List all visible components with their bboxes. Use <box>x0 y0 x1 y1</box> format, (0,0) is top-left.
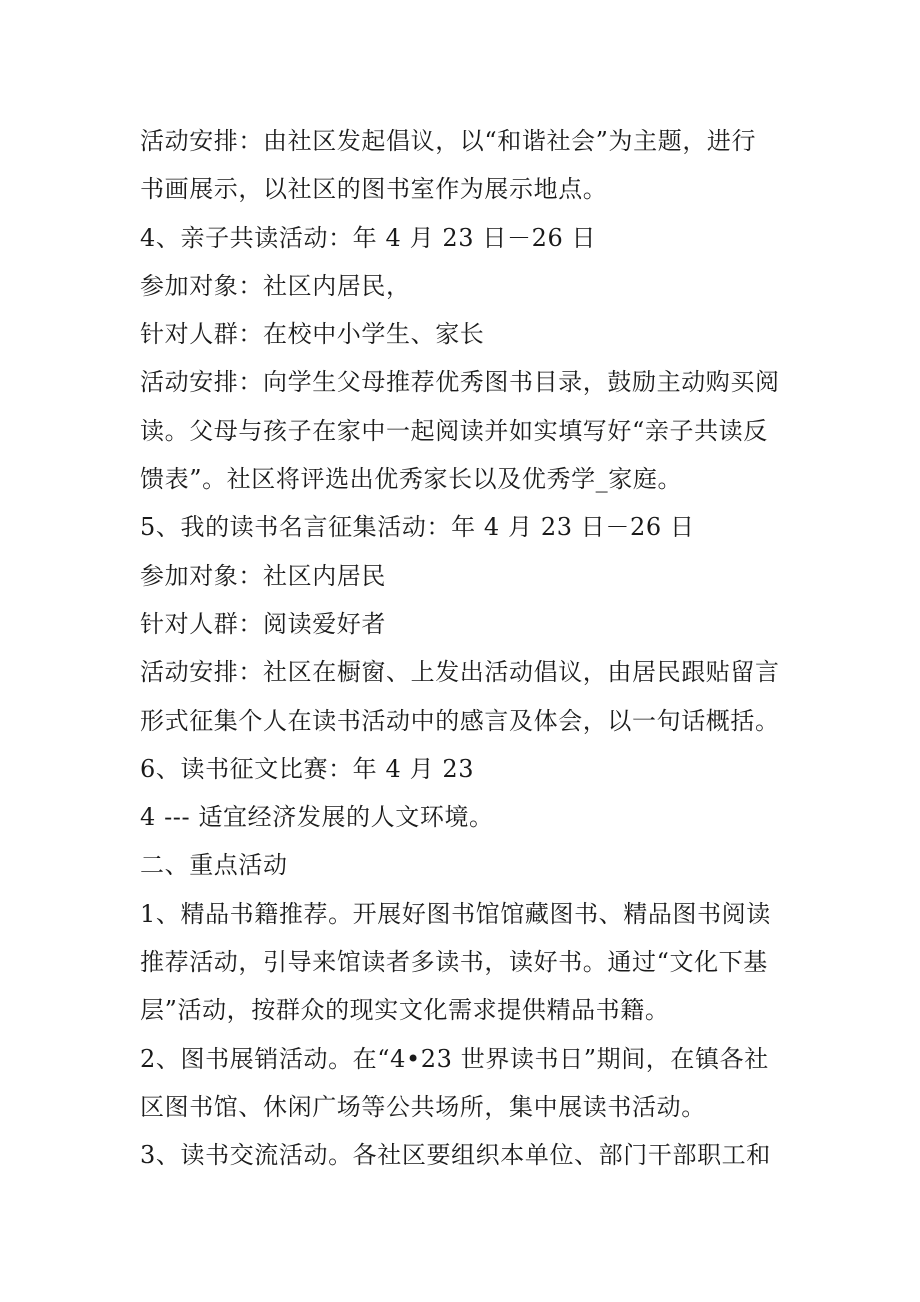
text-line: 6、读书征文比赛：年 4 月 23 <box>140 754 475 783</box>
text-line: 馈表”。社区将评选出优秀家长以及优秀学_家庭。 <box>140 465 683 494</box>
text-line: 针对人群：在校中小学生、家长 <box>140 320 485 349</box>
text-line: 1、精品书籍推荐。开展好图书馆馆藏图书、精品图书阅读 <box>140 899 771 928</box>
text-line: 区图书馆、休闲广场等公共场所，集中展读书活动。 <box>140 1092 706 1121</box>
text-line: 活动安排：向学生父母推荐优秀图书目录，鼓励主动购买阅 <box>140 368 780 397</box>
text-line: 4、亲子共读活动：年 4 月 23 日－26 日 <box>140 223 597 252</box>
text-line: 活动安排：由社区发起倡议，以“和谐社会”为主题，进行 <box>140 127 757 155</box>
text-line: 形式征集个人在读书活动中的感言及体会，以一句话概括。 <box>140 706 780 735</box>
text-line: 2、图书展销活动。在“4•23 世界读书日”期间，在镇各社 <box>140 1044 769 1073</box>
text-line: 参加对象：社区内居民 <box>140 561 386 590</box>
text-line: 活动安排：社区在橱窗、上发出活动倡议，由居民跟贴留言 <box>140 658 780 687</box>
text-line: 针对人群：阅读爱好者 <box>140 609 386 638</box>
text-line: 参加对象：社区内居民， <box>140 271 411 300</box>
text-line: 读。父母与孩子在家中一起阅读并如实填写好“亲子共读反 <box>140 416 768 445</box>
document-body <box>140 117 810 1180</box>
text-line: 书画展示，以社区的图书室作为展示地点。 <box>140 175 608 204</box>
text-line: 推荐活动，引导来馆读者多读书，读好书。通过“文化下基 <box>140 948 768 977</box>
text-line: 5、我的读书名言征集活动：年 4 月 23 日－26 日 <box>140 513 695 542</box>
text-line: 3、读书交流活动。各社区要组织本单位、部门干部职工和 <box>140 1141 771 1170</box>
text-line: 层”活动，按群众的现实文化需求提供精品书籍。 <box>140 996 670 1025</box>
section-heading: 二、重点活动 <box>140 851 288 880</box>
text-line: 4 --- 适宜经济发展的人文环境。 <box>140 803 494 832</box>
